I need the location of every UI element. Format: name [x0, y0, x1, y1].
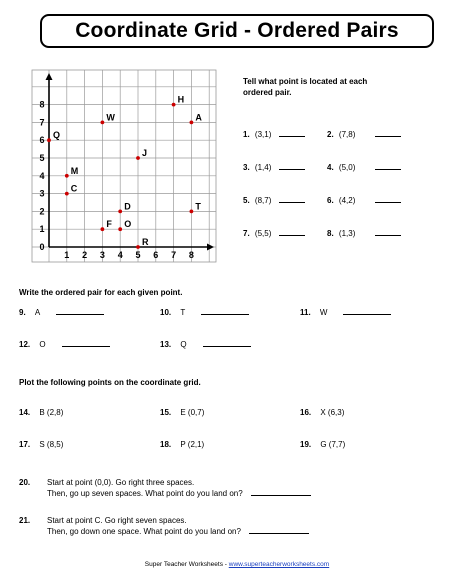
side-instructions-line-1: Tell what point is located at each: [243, 77, 368, 86]
point-label-c: C: [70, 183, 78, 194]
answer-blank[interactable]: [279, 136, 305, 137]
question-3: [243, 163, 305, 172]
point-marker-w: [101, 121, 105, 125]
answer-blank[interactable]: [279, 235, 305, 236]
question-point: Q: [180, 340, 187, 349]
x-tick-label: 3: [99, 250, 105, 260]
x-tick-label: 2: [82, 250, 88, 260]
point-label-q: Q: [53, 130, 61, 141]
footer-prefix: Super Teacher Worksheets -: [144, 561, 229, 568]
x-tick-label: 4: [117, 250, 123, 260]
question-number: 9.: [19, 308, 26, 317]
question-point: A: [34, 308, 41, 317]
question-8: [327, 229, 401, 238]
question-text: Then, go up seven spaces. What point do you land on?: [47, 489, 243, 498]
point-marker-o: [118, 227, 122, 231]
question-number: 5.: [243, 196, 250, 205]
y-tick-label: 3: [39, 188, 45, 199]
point-marker-t: [190, 210, 194, 214]
question-number: 19.: [300, 440, 312, 449]
point-label-a: A: [195, 112, 202, 123]
question-pair: (1,4): [254, 163, 272, 172]
question-text: E (0,7): [180, 408, 205, 417]
question-pair: (3,1): [254, 130, 272, 139]
question-text: B (2,8): [39, 408, 64, 417]
x-tick-label: 1: [64, 250, 70, 260]
point-label-j: J: [142, 148, 148, 158]
y-tick-label: 2: [39, 206, 45, 217]
answer-blank[interactable]: [375, 169, 401, 170]
question-number: 6.: [327, 196, 334, 205]
point-marker-f: [101, 227, 105, 231]
question-17: [19, 440, 63, 449]
answer-blank[interactable]: [279, 169, 305, 170]
question-20-line-2: [47, 489, 311, 498]
question-pair: (8,7): [254, 196, 272, 205]
question-19: [300, 440, 345, 449]
question-21-number: 21.: [19, 516, 31, 525]
answer-blank[interactable]: [375, 235, 401, 236]
y-tick-label: 8: [39, 99, 45, 110]
answer-blank[interactable]: [62, 346, 110, 347]
point-label-m: M: [70, 165, 79, 176]
answer-blank[interactable]: [279, 202, 305, 203]
question-11: [300, 308, 391, 317]
question-pair: (1,3): [338, 229, 356, 238]
point-marker-c: [65, 192, 69, 196]
answer-blank[interactable]: [203, 346, 251, 347]
footer-link[interactable]: www.superteacherworksheets.com: [228, 561, 330, 568]
question-point: W: [319, 308, 328, 317]
answer-blank[interactable]: [375, 136, 401, 137]
question-text: Then, go down one space. What point do you land on?: [47, 527, 241, 536]
y-tick-label: 7: [39, 117, 45, 128]
question-number: 3.: [243, 163, 250, 172]
side-instructions-line-2: ordered pair.: [243, 88, 292, 97]
question-16: [300, 408, 344, 417]
question-7: [243, 229, 305, 238]
answer-blank[interactable]: [251, 495, 311, 496]
question-number: 12.: [19, 340, 31, 349]
question-10: [160, 308, 249, 317]
x-tick-label: 5: [135, 250, 141, 260]
question-text: S (8,5): [39, 440, 64, 449]
y-tick-label: 6: [39, 135, 45, 146]
question-pair: (5,5): [254, 229, 272, 238]
point-label-f: F: [106, 219, 112, 230]
y-tick-label: 1: [39, 224, 45, 235]
point-marker-a: [190, 121, 194, 125]
point-marker-j: [136, 156, 140, 160]
question-21-line-1: Start at point C. Go right seven spaces.: [47, 516, 187, 525]
question-text: P (2,1): [180, 440, 205, 449]
section3-instructions: Plot the following points on the coordinate grid.: [19, 378, 201, 387]
question-5: [243, 196, 305, 205]
point-label-r: R: [142, 237, 149, 247]
point-label-o: O: [124, 219, 132, 230]
question-text: G (7,7): [320, 440, 346, 449]
question-pair: (5,0): [338, 163, 356, 172]
question-21-line-2: [47, 527, 309, 536]
question-number: 15.: [160, 408, 172, 417]
y-tick-label: 5: [39, 153, 45, 163]
x-tick-label: 7: [171, 250, 177, 260]
question-pair: (7,8): [338, 130, 356, 139]
question-1: [243, 130, 305, 139]
point-marker-h: [172, 103, 176, 107]
answer-blank[interactable]: [56, 314, 104, 315]
point-label-d: D: [124, 201, 131, 212]
question-14: [19, 408, 63, 417]
footer: [0, 561, 474, 568]
answer-blank[interactable]: [249, 533, 309, 534]
grid-frame: [32, 70, 216, 262]
question-2: [327, 130, 401, 139]
question-text: X (6,3): [320, 408, 345, 417]
question-number: 18.: [160, 440, 172, 449]
point-marker-r: [136, 245, 140, 249]
question-13: [160, 340, 251, 349]
question-number: 17.: [19, 440, 31, 449]
question-number: 4.: [327, 163, 334, 172]
point-label-w: W: [106, 112, 115, 123]
question-number: 1.: [243, 130, 250, 139]
point-marker-q: [47, 138, 51, 142]
question-number: 14.: [19, 408, 31, 417]
question-20-line-1: Start at point (0,0). Go right three spaces.: [47, 478, 195, 487]
point-marker-d: [118, 210, 122, 214]
point-marker-m: [65, 174, 69, 178]
answer-blank[interactable]: [375, 202, 401, 203]
origin-label: 0: [39, 242, 45, 252]
question-20-number: 20.: [19, 478, 31, 487]
point-label-t: T: [195, 201, 201, 212]
question-number: 13.: [160, 340, 172, 349]
answer-blank[interactable]: [201, 314, 249, 315]
question-number: 8.: [327, 229, 334, 238]
x-tick-label: 6: [153, 250, 159, 260]
question-15: [160, 408, 204, 417]
point-label-h: H: [177, 94, 185, 105]
question-point: T: [180, 308, 186, 317]
question-number: 16.: [300, 408, 312, 417]
question-12: [19, 340, 110, 349]
question-number: 2.: [327, 130, 334, 139]
question-18: [160, 440, 204, 449]
question-pair: (4,2): [338, 196, 356, 205]
question-point: O: [39, 340, 46, 349]
answer-blank[interactable]: [343, 314, 391, 315]
question-9: [19, 308, 104, 317]
question-number: 11.: [300, 308, 311, 317]
section2-instructions: Write the ordered pair for each given point.: [19, 288, 183, 297]
x-tick-label: 8: [188, 250, 194, 260]
question-4: [327, 163, 401, 172]
question-number: 10.: [160, 308, 172, 317]
y-tick-label: 4: [39, 170, 45, 181]
question-number: 7.: [243, 229, 250, 238]
question-6: [327, 196, 401, 205]
worksheet-title: Coordinate Grid - Ordered Pairs: [40, 14, 434, 48]
